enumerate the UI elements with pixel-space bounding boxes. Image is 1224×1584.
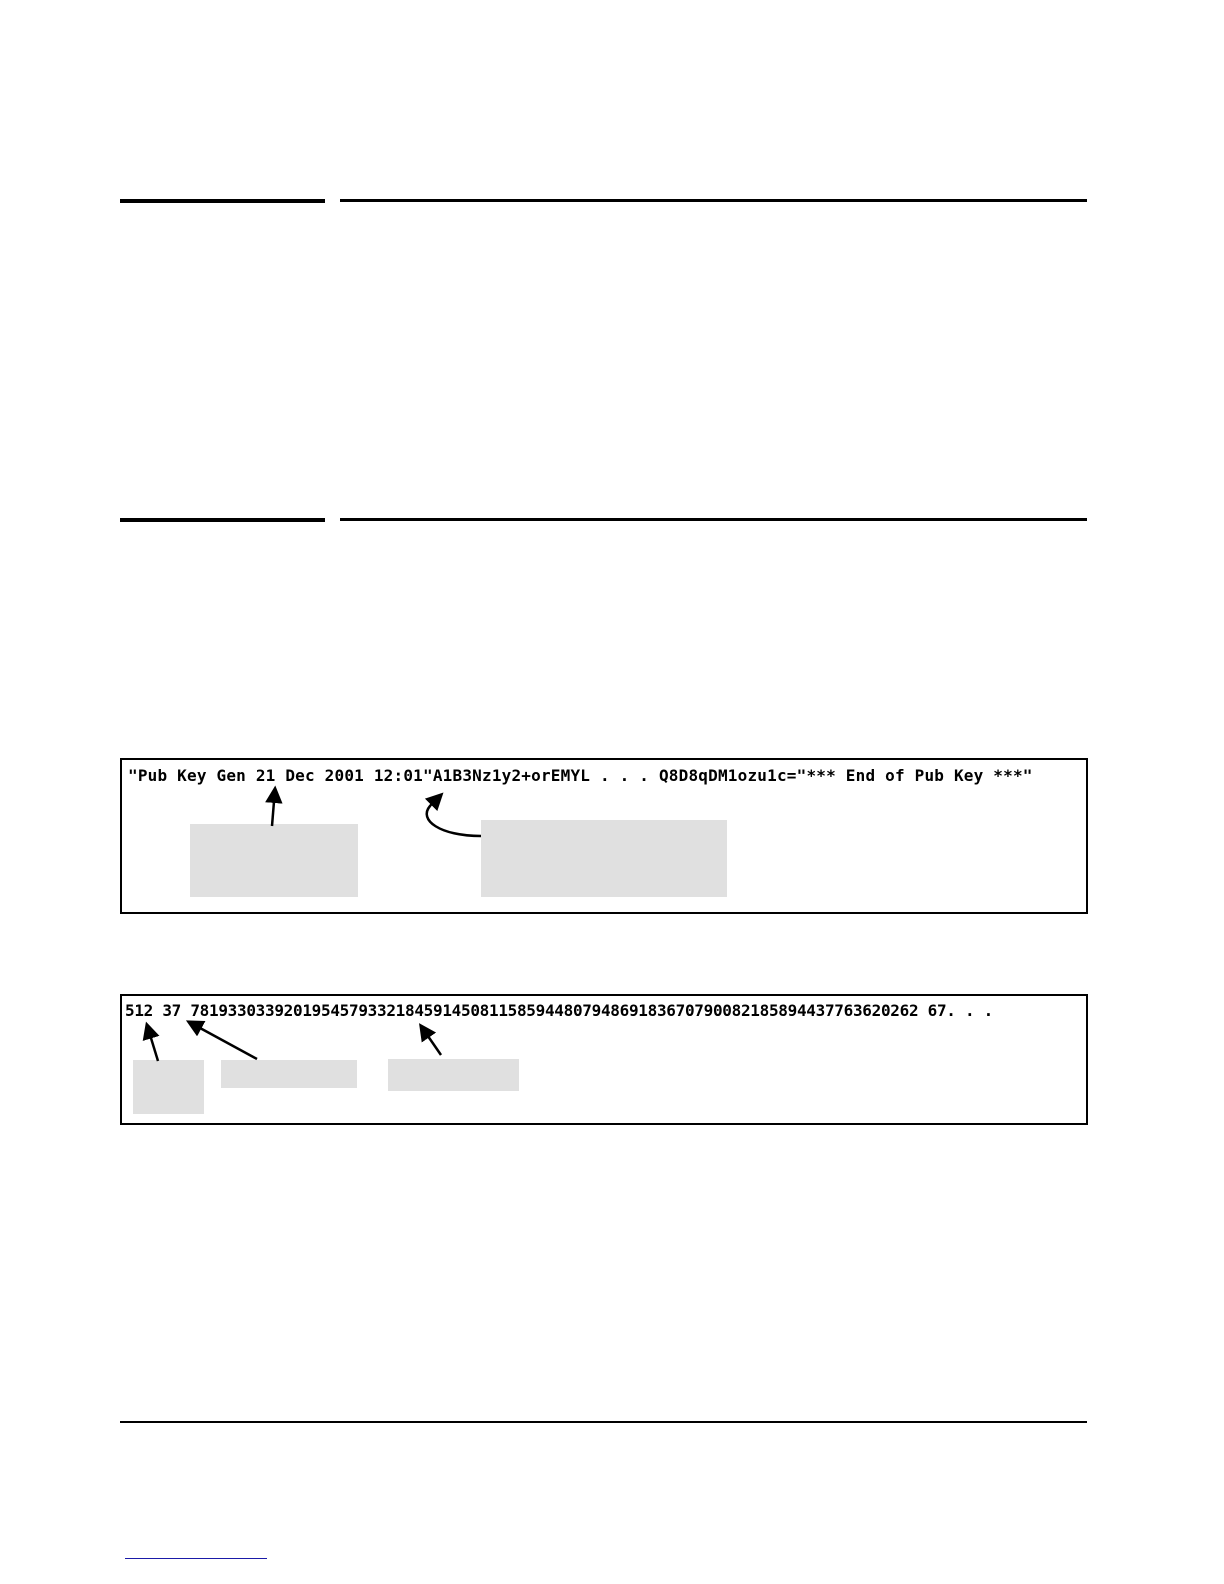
curved-arrow-icon: [427, 795, 481, 836]
footer-link-underline[interactable]: [125, 1558, 267, 1559]
arrow-icon: [272, 789, 275, 826]
arrow-icon: [189, 1022, 257, 1059]
arrow-icon: [421, 1026, 441, 1055]
arrow-icon: [147, 1025, 158, 1061]
numeric-key-text: 512 37 781933033920195457933218459145081158594480794869183670790082185894437763620262 67. . .: [125, 1001, 993, 1020]
public-key-text: "Pub Key Gen 21 Dec 2001 12:01"A1B3Nz1y2+orEMYL . . . Q8D8qDM1ozu1c="*** End of Pub Key ***": [128, 766, 1033, 785]
footer-rule: [120, 1421, 1087, 1423]
